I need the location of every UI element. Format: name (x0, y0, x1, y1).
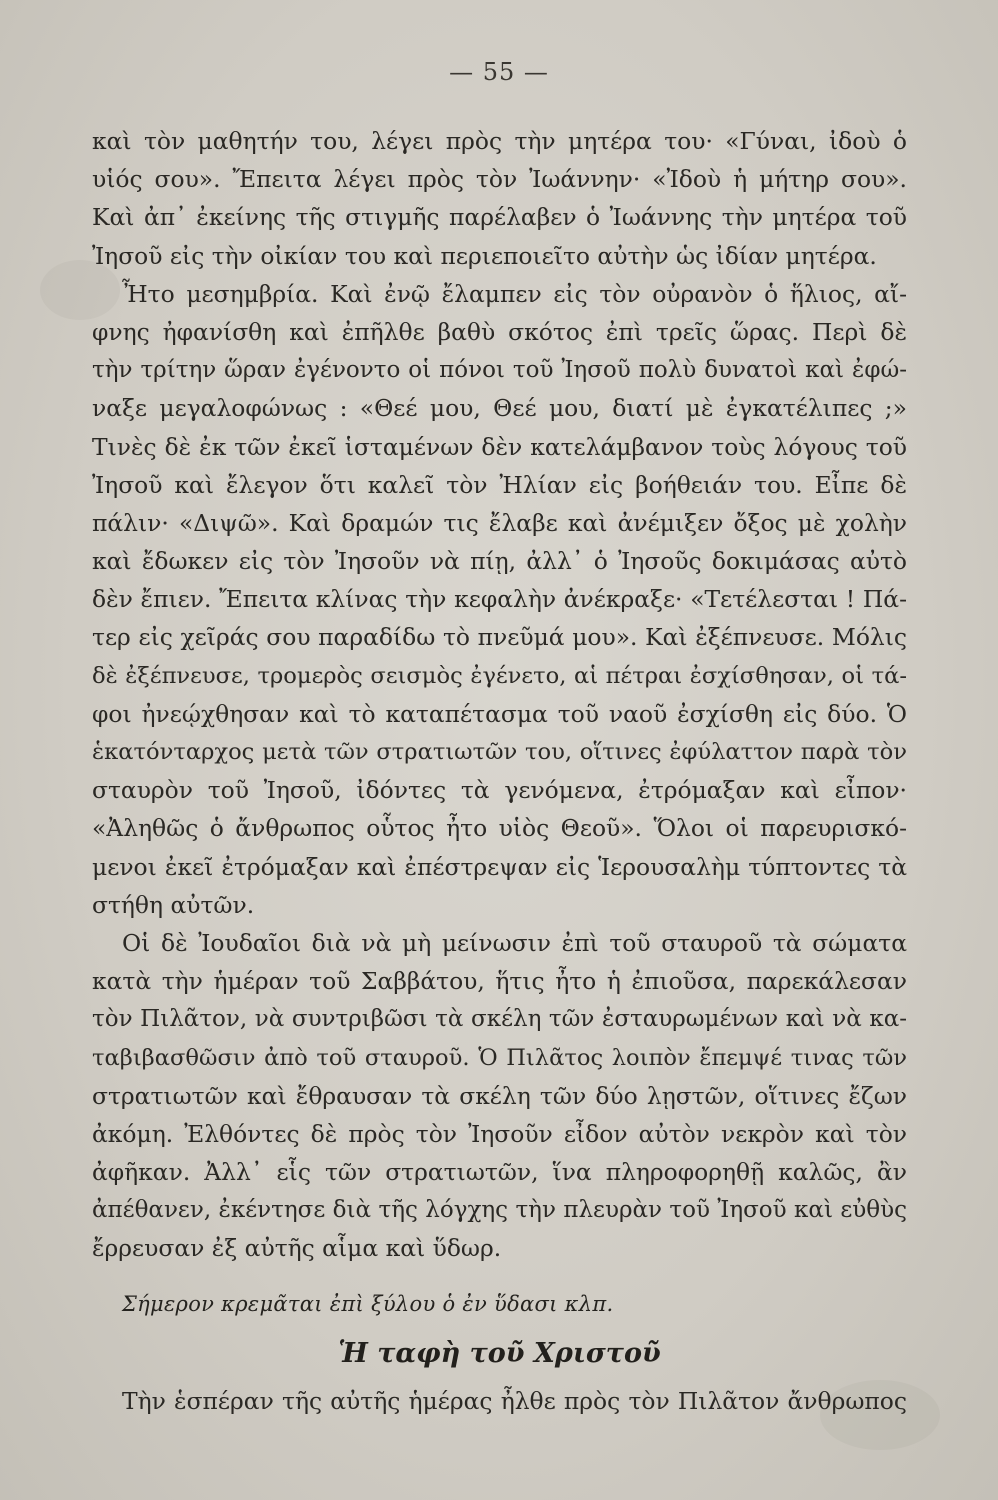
text-line: μενοι ἐκεῖ ἐτρόμαξαν καὶ ἐπέστρεψαν εἰς Ἱερουσαλὴμ τύπτοντες τὰ (92, 852, 907, 881)
text-line: ἑκατόνταρχος μετὰ τῶν στρατιωτῶν του, οἵτινες ἐφύλαττον παρὰ τὸν (92, 739, 907, 765)
spacer (92, 1268, 907, 1282)
text-line: σταυρὸν τοῦ Ἰησοῦ, ἰδόντες τὰ γενόμενα, ἐτρόμαξαν καὶ εἶπον· (92, 776, 907, 805)
text-line: δὲν ἔπιεν. Ἔπειτα κλίνας τὴν κεφαλὴν ἀνέκραξε· «Τετέλεσται ! Πά- (92, 585, 907, 614)
text-line: στρατιωτῶν καὶ ἔθραυσαν τὰ σκέλη τῶν δύο λῃστῶν, οἵτινες ἔζων (92, 1081, 907, 1110)
text-line: τερ εἰς χεῖράς σου παραδίδω τὸ πνεῦμά μου». Καὶ ἐξέπνευσε. Μόλις (92, 623, 907, 652)
text-line: Τινὲς δὲ ἐκ τῶν ἐκεῖ ἱσταμένων δὲν κατελάμβανον τοὺς λόγους τοῦ (92, 432, 907, 461)
text-line: υἱός σου». Ἔπειτα λέγει πρὸς τὸν Ἰωάννην· «Ἰδοὺ ἡ μήτηρ σου». (92, 165, 907, 194)
text-line: ἀφῆκαν. Ἀλλ᾿ εἷς τῶν στρατιωτῶν, ἵνα πληροφορηθῇ καλῶς, ἂν (92, 1158, 907, 1187)
text-line: καὶ τὸν μαθητήν του, λέγει πρὸς τὴν μητέρα του· «Γύναι, ἰδοὺ ὁ (92, 127, 907, 155)
text-line: Οἱ δὲ Ἰουδαῖοι διὰ νὰ μὴ μείνωσιν ἐπὶ τοῦ σταυροῦ τὰ σώματα (122, 928, 907, 957)
text-line: τὴν τρίτην ὥραν ἐγένοντο οἱ πόνοι τοῦ Ἰησοῦ πολὺ δυνατοὶ καὶ ἐφώ- (92, 357, 907, 384)
text-line: ἔρρευσαν ἐξ αὐτῆς αἷμα καὶ ὕδωρ. (92, 1234, 502, 1263)
text-line: πάλιν· «Διψῶ». Καὶ δραμών τις ἔλαβε καὶ ἀνέμιξεν ὄξος μὲ χολὴν (92, 508, 907, 537)
text-line: Τὴν ἑσπέραν τῆς αὐτῆς ἡμέρας ἦλθε πρὸς τὸν Πιλᾶτον ἄνθρωπος (122, 1386, 907, 1415)
text-line: Καὶ ἀπ᾿ ἐκείνης τῆς στιγμῆς παρέλαβεν ὁ Ἰωάννης τὴν μητέρα τοῦ (92, 203, 907, 232)
text-line: φνης ἠφανίσθη καὶ ἐπῆλθε βαθὺ σκότος ἐπὶ τρεῖς ὥρας. Περὶ δὲ (92, 317, 907, 346)
text-line: φοι ἠνεῴχθησαν καὶ τὸ καταπέτασμα τοῦ ναοῦ ἐσχίσθη εἰς δύο. Ὁ (92, 699, 907, 728)
text-line: καὶ ἔδωκεν εἰς τὸν Ἰησοῦν νὰ πίῃ, ἀλλ᾿ ὁ Ἰησοῦς δοκιμάσας αὐτὸ (92, 547, 907, 576)
text-line: δὲ ἐξέπνευσε, τρομερὸς σεισμὸς ἐγένετο, αἱ πέτραι ἐσχίσθησαν, οἱ τά- (92, 662, 907, 689)
text-line: Ἦτο μεσημβρία. Καὶ ἐνῷ ἔλαμπεν εἰς τὸν οὐρανὸν ὁ ἥλιος, αἴ- (122, 279, 907, 308)
section-heading: Ἡ ταφὴ τοῦ Χριστοῦ (338, 1337, 661, 1369)
page-number: — 55 — (449, 58, 549, 86)
text-line: ναξε μεγαλοφώνως : «Θεέ μου, Θεέ μου, διατί μὲ ἐγκατέλιπες ;» (92, 394, 907, 423)
hymn-line: Σήμερον κρεμᾶται ἐπὶ ξύλου ὁ ἐν ὕδασι κλπ. (122, 1291, 614, 1316)
text-line: κατὰ τὴν ἡμέραν τοῦ Σαββάτου, ἥτις ἦτο ἡ ἐπιοῦσα, παρεκάλεσαν (92, 967, 907, 996)
text-line: ἀπέθανεν, ἐκέντησε διὰ τῆς λόγχης τὴν πλευρὰν τοῦ Ἰησοῦ καὶ εὐθὺς (92, 1197, 907, 1224)
text-line: Ἰησοῦ καὶ ἔλεγον ὅτι καλεῖ τὸν Ἠλίαν εἰς βοήθειάν του. Εἶπε δὲ (92, 470, 907, 499)
text-line: «Ἀληθῶς ὁ ἄνθρωπος οὗτος ἦτο υἱὸς Θεοῦ». Ὅλοι οἱ παρευρισκό- (92, 814, 907, 843)
text-line: τὸν Πιλᾶτον, νὰ συντριβῶσι τὰ σκέλη τῶν ἐσταυρωμένων καὶ νὰ κα- (92, 1006, 907, 1033)
body-text (92, 122, 907, 1420)
text-line: ἀκόμη. Ἐλθόντες δὲ πρὸς τὸν Ἰησοῦν εἶδον αὐτὸν νεκρὸν καὶ τὸν (92, 1119, 907, 1148)
text-line: Ἰησοῦ εἰς τὴν οἰκίαν του καὶ περιεποιεῖτο αὐτὴν ὡς ἰδίαν μητέρα. (92, 241, 877, 270)
text-line: ταβιβασθῶσιν ἀπὸ τοῦ σταυροῦ. Ὁ Πιλᾶτος λοιπὸν ἔπεμψέ τινας τῶν (92, 1044, 907, 1071)
text-line: στήθη αὐτῶν. (92, 890, 255, 919)
